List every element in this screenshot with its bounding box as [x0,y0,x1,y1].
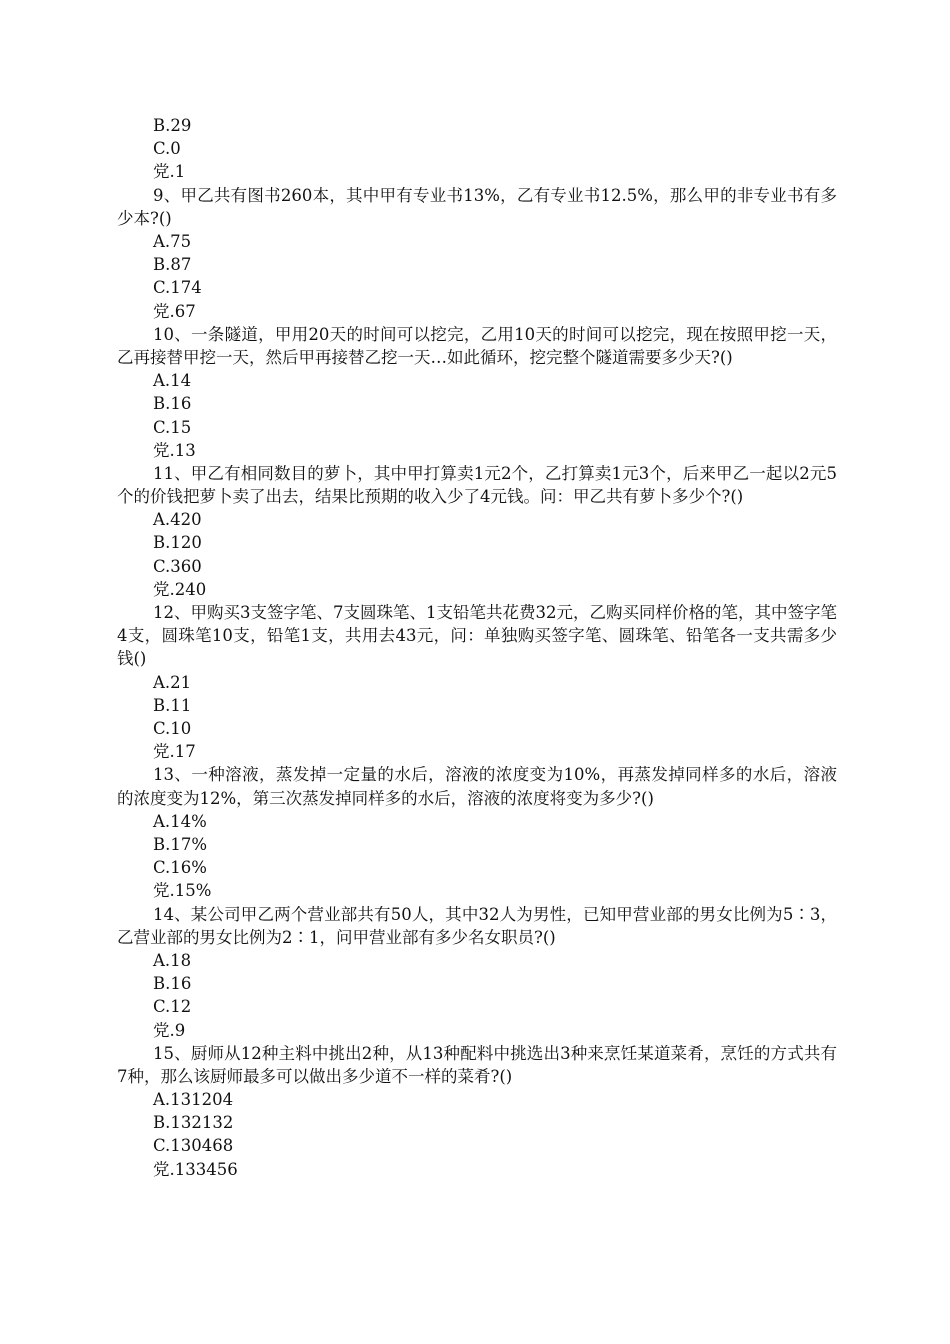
option: B.16 [153,974,192,994]
option: B.29 [153,116,192,135]
option: A.131204 [153,1090,234,1110]
option: C.12 [153,997,192,1017]
option: B.87 [153,255,192,275]
option: A.18 [153,950,192,970]
option: C.10 [153,719,192,739]
option: A.75 [153,231,192,251]
option: C.16% [153,858,207,878]
question-stem: 10、一条隧道，甲用20天的时间可以挖完，乙用10天的时间可以挖完，现在按照甲挖一天，乙再接替甲挖一天，然后甲再接替乙挖一天…如此循环，挖完整个隧道需要多少天?() [117,324,837,367]
option: 党.9 [153,1020,186,1040]
option: B.132132 [153,1113,234,1133]
option: B.11 [153,695,192,715]
option: 党.133456 [153,1159,238,1179]
option: 党.67 [153,301,196,321]
option: 党.13 [153,440,196,460]
option: 党.1 [153,162,186,182]
option: 党.15% [153,881,212,901]
option: A.420 [153,510,202,530]
question-stem: 12、甲购买3支签字笔、7支圆珠笔、1支铅笔共花费32元，乙购买同样价格的笔，其中签字笔4支，圆珠笔10支，铅笔1支，共用去43元，问：单独购买签字笔、圆珠笔、铅笔各一支共需多少钱() [117,603,837,669]
option: C.0 [153,139,181,159]
option: 党.240 [153,579,207,599]
question-list [117,114,837,1181]
option: 党.17 [153,742,196,762]
option: A.21 [153,672,192,692]
option: C.360 [153,556,202,576]
question-stem: 13、一种溶液，蒸发掉一定量的水后，溶液的浓度变为10%，再蒸发掉同样多的水后，溶液的浓度变为12%，第三次蒸发掉同样多的水后，溶液的浓度将变为多少?() [117,765,837,808]
option: B.17% [153,834,208,854]
question-stem: 14、某公司甲乙两个营业部共有50人，其中32人为男性，已知甲营业部的男女比例为5∶3，乙营业部的男女比例为2∶1，问甲营业部有多少名女职员?() [117,904,837,947]
question-stem: 15、厨师从12种主料中挑出2种，从13种配料中挑选出3种来烹饪某道菜肴，烹饪的方式共有7种，那么该厨师最多可以做出多少道不一样的菜肴?() [117,1043,837,1086]
option: A.14 [153,371,192,391]
option: A.14% [153,811,207,831]
option: C.174 [153,278,202,298]
option: B.16 [153,394,192,414]
option: C.130468 [153,1136,234,1156]
question-stem: 11、甲乙有相同数目的萝卜，其中甲打算卖1元2个，乙打算卖1元3个，后来甲乙一起以2元5个的价钱把萝卜卖了出去，结果比预期的收入少了4元钱。问：甲乙共有萝卜多少个?() [117,463,837,507]
question-stem: 9、甲乙共有图书260本，其中甲有专业书13%，乙有专业书12.5%，那么甲的非专业书有多少本?() [117,185,837,228]
option: C.15 [153,417,192,437]
option: B.120 [153,533,202,553]
